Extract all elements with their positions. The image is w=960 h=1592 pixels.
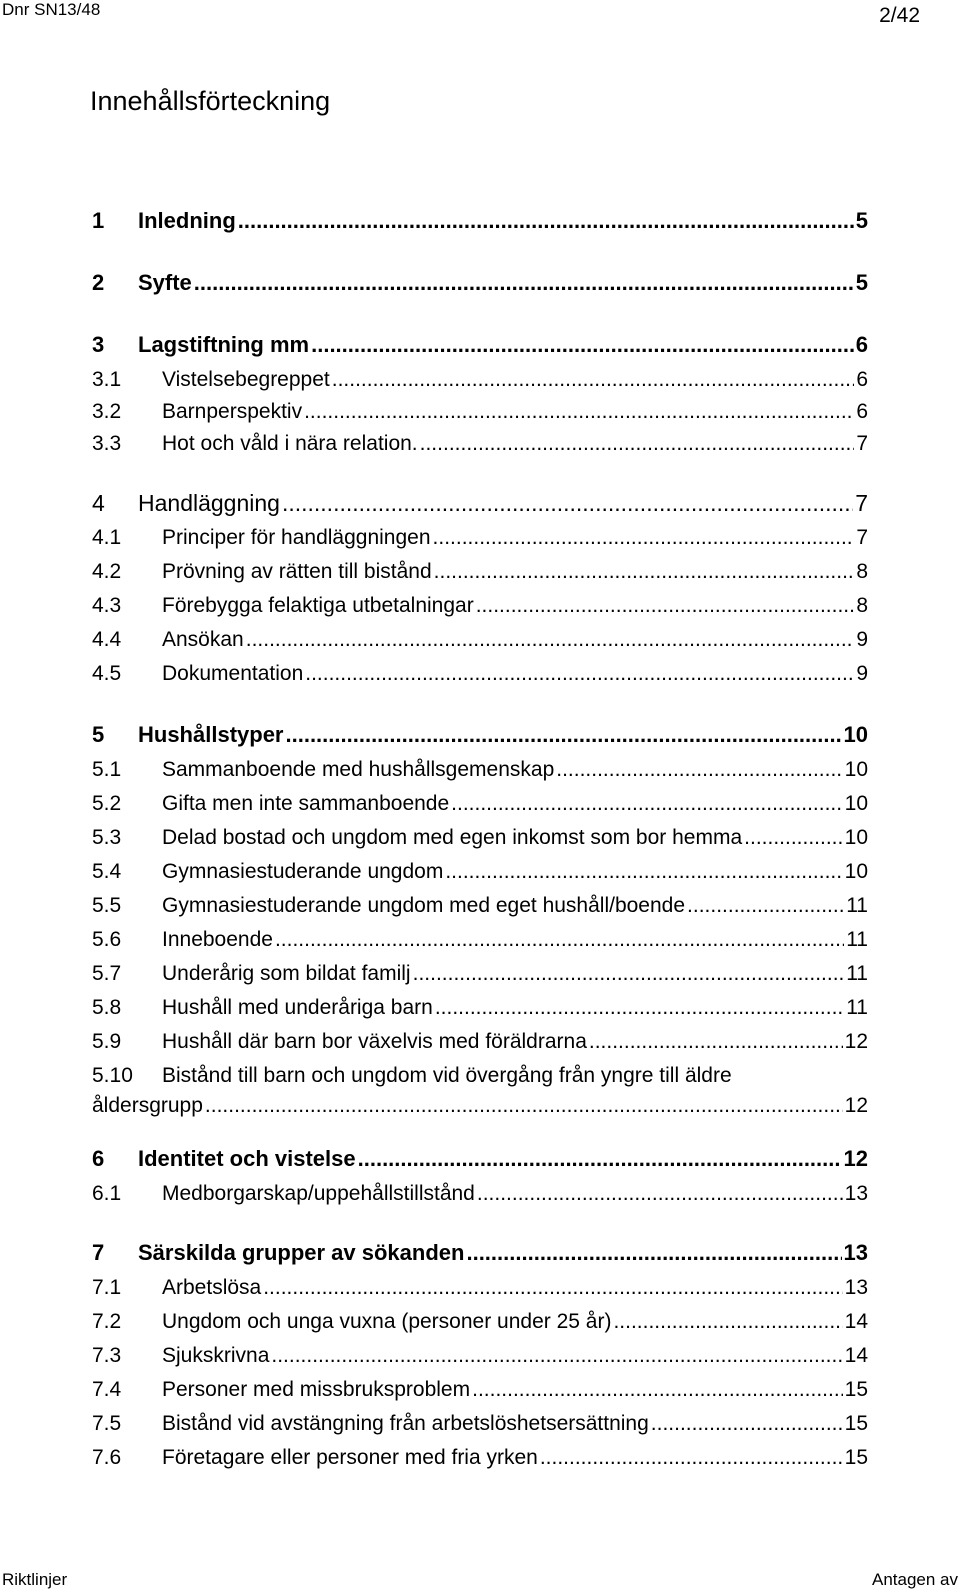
toc-entry-5-1[interactable] xyxy=(92,758,868,782)
toc-leader xyxy=(433,526,855,550)
toc-number: 5.8 xyxy=(92,996,122,1019)
toc-page: 12 xyxy=(844,1094,868,1117)
toc-number: 5.9 xyxy=(92,1030,122,1053)
toc-number: 5.10 xyxy=(92,1064,133,1087)
toc-number: 5.2 xyxy=(92,792,122,815)
toc-page: 10 xyxy=(844,826,868,849)
toc-page: 6 xyxy=(855,332,868,357)
toc-title: Innehållsförteckning xyxy=(90,86,331,116)
toc-page: 14 xyxy=(844,1310,868,1333)
toc-entry-5-2[interactable] xyxy=(92,792,868,816)
toc-leader xyxy=(420,432,855,456)
toc-page: 11 xyxy=(846,962,868,985)
toc-page: 12 xyxy=(844,1030,868,1053)
footer-right: Antagen av xyxy=(871,1570,958,1589)
toc-label: Sjukskrivna xyxy=(162,1344,270,1367)
toc-page: 5 xyxy=(855,208,868,233)
toc-entry-3-1[interactable] xyxy=(92,368,868,392)
toc-number: 1 xyxy=(92,208,105,233)
toc-label: Gymnasiestuderande ungdom med eget hushåll/boende xyxy=(162,894,686,917)
toc-page: 14 xyxy=(844,1344,868,1367)
toc-leader xyxy=(238,208,854,234)
toc-entry-5-4[interactable] xyxy=(92,860,868,884)
toc-leader xyxy=(540,1446,843,1470)
toc-page: 10 xyxy=(844,860,868,883)
toc-label: Arbetslösa xyxy=(162,1276,262,1299)
toc-label: Medborgarskap/uppehållstillstånd xyxy=(162,1182,475,1205)
toc-number: 6.1 xyxy=(92,1182,122,1205)
toc-entry-7-5[interactable] xyxy=(92,1412,868,1436)
footer-left: Riktlinjer xyxy=(2,1570,68,1589)
toc-number: 5.7 xyxy=(92,962,122,985)
toc-number: 7.6 xyxy=(92,1446,122,1469)
toc-leader xyxy=(451,792,842,816)
toc-label: Hushållstyper xyxy=(138,722,284,747)
toc-number: 3.3 xyxy=(92,432,122,455)
toc-leader xyxy=(687,894,844,918)
toc-label: Dokumentation xyxy=(162,662,304,685)
toc-entry-7-2[interactable] xyxy=(92,1310,868,1334)
toc-page: 6 xyxy=(856,400,868,423)
toc-entry-3-2[interactable] xyxy=(92,400,868,424)
toc-number: 4.5 xyxy=(92,662,122,685)
toc-number: 7.5 xyxy=(92,1412,122,1435)
toc-entry-5-8[interactable] xyxy=(92,996,868,1020)
toc-entry-4-4[interactable] xyxy=(92,628,868,652)
toc-page: 11 xyxy=(846,894,868,917)
toc-leader xyxy=(435,996,844,1020)
toc-number: 5.3 xyxy=(92,826,122,849)
toc-leader xyxy=(413,962,845,986)
toc-label: Inledning xyxy=(138,208,236,233)
toc-leader xyxy=(477,1182,843,1206)
toc-label: Handläggning xyxy=(138,490,280,516)
document-reference: Dnr SN13/48 xyxy=(2,0,101,19)
toc-label: Hushåll där barn bor växelvis med föräldrarna xyxy=(162,1030,587,1053)
toc-label: Sammanboende med hushållsgemenskap xyxy=(162,758,555,781)
toc-label: Underårig som bildat familj xyxy=(162,962,411,985)
toc-entry-7[interactable] xyxy=(92,1240,868,1266)
toc-leader xyxy=(472,1378,843,1402)
toc-page: 8 xyxy=(856,594,868,617)
toc-label: Vistelsebegreppet xyxy=(162,368,330,391)
toc-entry-6[interactable] xyxy=(92,1146,868,1172)
toc-page: 12 xyxy=(843,1146,868,1171)
toc-leader xyxy=(556,758,842,782)
toc-leader xyxy=(358,1146,842,1172)
toc-number: 5.1 xyxy=(92,758,122,781)
toc-leader xyxy=(613,1310,842,1334)
toc-entry-6-1[interactable] xyxy=(92,1182,868,1206)
toc-leader xyxy=(476,594,855,618)
toc-entry-4[interactable] xyxy=(92,490,868,517)
toc-number: 4 xyxy=(92,490,105,516)
toc-page: 7 xyxy=(856,432,868,455)
toc-page: 7 xyxy=(856,526,868,549)
toc-leader xyxy=(246,628,855,652)
toc-number: 4.2 xyxy=(92,560,122,583)
toc-leader xyxy=(445,860,842,884)
toc-entry-1[interactable] xyxy=(92,208,868,234)
toc-label: Hushåll med underåriga barn xyxy=(162,996,433,1019)
toc-page: 11 xyxy=(846,928,868,951)
toc-leader xyxy=(286,722,842,748)
toc-page: 13 xyxy=(844,1276,868,1299)
toc-label: Bistånd till barn och ungdom vid övergång från yngre till äldre xyxy=(162,1064,732,1087)
toc-label: Inneboende xyxy=(162,928,273,951)
toc-page: 9 xyxy=(856,628,868,651)
toc-entry-4-3[interactable] xyxy=(92,594,868,618)
toc-leader xyxy=(589,1030,843,1054)
toc-page: 10 xyxy=(844,758,868,781)
toc-leader xyxy=(466,1240,841,1266)
toc-number: 7.3 xyxy=(92,1344,122,1367)
toc-page: 9 xyxy=(856,662,868,685)
toc-number: 4.1 xyxy=(92,526,122,549)
toc-number: 5.6 xyxy=(92,928,122,951)
toc-number: 5 xyxy=(92,722,105,747)
toc-number: 6 xyxy=(92,1146,105,1171)
toc-entry-7-6[interactable] xyxy=(92,1446,868,1470)
toc-number: 4.4 xyxy=(92,628,122,651)
toc-label: Personer med missbruksproblem xyxy=(162,1378,471,1401)
toc-entry-4-5[interactable] xyxy=(92,662,868,686)
toc-leader xyxy=(744,826,842,850)
toc-leader xyxy=(275,928,844,952)
toc-page: 13 xyxy=(844,1182,868,1205)
toc-leader xyxy=(305,662,854,686)
toc-leader xyxy=(311,332,854,358)
page-number: 2/42 xyxy=(879,4,920,27)
toc-entry-5[interactable] xyxy=(92,722,868,748)
toc-entry-5-10[interactable] xyxy=(92,1064,868,1118)
toc-number: 5.5 xyxy=(92,894,122,917)
toc-leader xyxy=(271,1344,842,1368)
toc-page: 15 xyxy=(844,1378,868,1401)
toc-entry-3[interactable] xyxy=(92,332,868,358)
toc-page: 10 xyxy=(844,792,868,815)
toc-entry-3-3[interactable] xyxy=(92,432,868,456)
toc-number: 5.4 xyxy=(92,860,122,883)
toc-number: 7.4 xyxy=(92,1378,122,1401)
toc-entry-5-9[interactable] xyxy=(92,1030,868,1054)
toc-label: Ungdom och unga vuxna (personer under 25 år) xyxy=(162,1310,612,1333)
toc-label: Lagstiftning mm xyxy=(138,332,310,357)
toc-number: 3.2 xyxy=(92,400,122,423)
toc-number: 4.3 xyxy=(92,594,122,617)
toc-page: 15 xyxy=(844,1446,868,1469)
toc-leader xyxy=(282,490,853,517)
toc-label: Gymnasiestuderande ungdom xyxy=(162,860,444,883)
toc-page: 7 xyxy=(855,490,868,516)
toc-label: Ansökan xyxy=(162,628,244,651)
toc-leader xyxy=(332,368,855,392)
toc-entry-5-7[interactable] xyxy=(92,962,868,986)
toc-page: 11 xyxy=(846,996,868,1019)
toc-number: 7 xyxy=(92,1240,105,1265)
toc-entry-2[interactable] xyxy=(92,270,868,296)
toc-entry-7-3[interactable] xyxy=(92,1344,868,1368)
toc-entry-5-3[interactable] xyxy=(92,826,868,850)
toc-label: Identitet och vistelse xyxy=(138,1146,356,1171)
toc-page: 10 xyxy=(843,722,868,747)
toc-leader xyxy=(651,1412,843,1436)
toc-number: 7.2 xyxy=(92,1310,122,1333)
toc-label: Företagare eller personer med fria yrken xyxy=(162,1446,538,1469)
toc-page: 6 xyxy=(856,368,868,391)
toc-page: 5 xyxy=(855,270,868,295)
toc-number: 2 xyxy=(92,270,105,295)
toc-entry-4-2[interactable] xyxy=(92,560,868,584)
toc-leader xyxy=(304,400,854,424)
toc-label: Gifta men inte sammanboende xyxy=(162,792,450,815)
toc-label: Delad bostad och ungdom med egen inkomst som bor hemma xyxy=(162,826,743,849)
toc-entry-7-1[interactable] xyxy=(92,1276,868,1300)
toc-label: Syfte xyxy=(138,270,192,295)
toc-entry-7-4[interactable] xyxy=(92,1378,868,1402)
toc-label: Hot och våld i nära relation. xyxy=(162,432,418,455)
toc-leader xyxy=(205,1094,843,1118)
toc-leader xyxy=(194,270,854,296)
toc-leader xyxy=(434,560,855,584)
toc-label: Bistånd vid avstängning från arbetslöshetsersättning xyxy=(162,1412,649,1435)
toc-label: Förebygga felaktiga utbetalningar xyxy=(162,594,474,617)
toc-leader xyxy=(263,1276,842,1300)
toc-label: Barnperspektiv xyxy=(162,400,303,423)
toc-number: 3 xyxy=(92,332,105,357)
toc-number: 7.1 xyxy=(92,1276,122,1299)
toc-entry-4-1[interactable] xyxy=(92,526,868,550)
toc-number: 3.1 xyxy=(92,368,122,391)
toc-page: 15 xyxy=(844,1412,868,1435)
toc-entry-5-6[interactable] xyxy=(92,928,868,952)
toc-label: Principer för handläggningen xyxy=(162,526,431,549)
toc-label: Prövning av rätten till bistånd xyxy=(162,560,432,583)
toc-entry-5-5[interactable] xyxy=(92,894,868,918)
toc-page: 8 xyxy=(856,560,868,583)
toc-label: Särskilda grupper av sökanden xyxy=(138,1240,465,1265)
toc-page: 13 xyxy=(843,1240,868,1265)
toc-label-continuation: åldersgrupp xyxy=(92,1094,203,1117)
